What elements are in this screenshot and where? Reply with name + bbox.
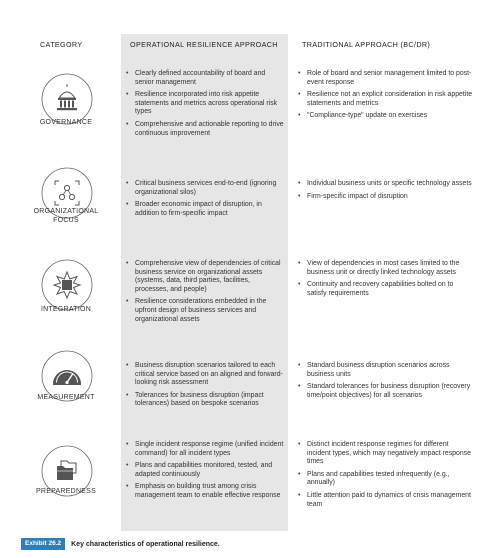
category-label-measurement: MEASUREMENT [37, 394, 95, 401]
organizational-focus-operational-list [124, 180, 284, 222]
list-item: • Broader economic impact of disruption, in addition to firm-specific impact [124, 201, 284, 218]
preparedness-traditional-list [296, 441, 474, 513]
header-traditional: TRADITIONAL APPROACH (BC/DR) [302, 40, 431, 49]
list-item: • Resilience not an explicit consideration in risk appetite statements and metrics [296, 91, 474, 108]
list-item: • Standard business disruption scenarios across business units [296, 362, 474, 379]
category-label-governance: GOVERNANCE [39, 119, 93, 126]
list-item: • Firm-specific impact of disruption [296, 193, 474, 202]
list-item: • Tolerances for business disruption (impact tolerances) based on bespoke scenarios [124, 392, 284, 409]
integration-operational-list [124, 260, 284, 328]
list-item: • Critical business services end-to-end (ignoring organizational silos) [124, 180, 284, 197]
list-item: • Plans and capabilities tested infrequently (e.g., annually) [296, 471, 474, 488]
category-label-integration: INTEGRATION [40, 306, 92, 313]
measurement-operational-list [124, 362, 284, 413]
list-item: • Comprehensive view of dependencies of critical business service on organizational assets (systems, data, third parties, facilities, processes, and people) [124, 260, 284, 294]
list-item: • Plans and capabilities monitored, tested, and adapted continuously [124, 462, 284, 479]
list-item: • Resilience considerations embedded in the upfront design of business services and organizational assets [124, 298, 284, 324]
category-label-preparedness: PREPAREDNESS [35, 488, 97, 495]
exhibit-badge: Exhibit 26.2 [21, 538, 65, 550]
caption-text: Key characteristics of operational resilience. [71, 540, 220, 548]
list-item: • Single incident response regime (unified incident command) for all incident types [124, 441, 284, 458]
list-item: • Resilience incorporated into risk appetite statements and metrics across operational risk types [124, 91, 284, 117]
list-item: • Individual business units or specific technology assets [296, 180, 474, 189]
preparedness-operational-list [124, 441, 284, 505]
list-item: • Role of board and senior management limited to post-event response [296, 70, 474, 87]
list-item: • "Compliance-type" update on exercises [296, 112, 474, 121]
list-item: • Continuity and recovery capabilities bolted on to satisfy requirements [296, 281, 474, 298]
list-item: • Business disruption scenarios tailored to each critical service based on an aligned and forward-looking risk assessment [124, 362, 284, 388]
governance-operational-list [124, 70, 284, 142]
list-item: • Little attention paid to dynamics of crisis management team [296, 492, 474, 509]
puzzle-star-icon [40, 258, 94, 312]
header-operational-resilience: OPERATIONAL RESILIENCE APPROACH [130, 40, 278, 49]
list-item: • Comprehensive and actionable reporting to drive continuous improvement [124, 121, 284, 138]
governance-traditional-list [296, 70, 474, 125]
header-category: CATEGORY [40, 40, 83, 49]
figure-caption [21, 538, 220, 550]
category-label-organizational-focus: ORGANIZATIONAL FOCUS [33, 208, 99, 224]
list-item: • Clearly defined accountability of board and senior management [124, 70, 284, 87]
list-item: • Standard tolerances for business disruption (recovery time/point objectives) for all scenarios [296, 383, 474, 400]
organizational-focus-traditional-list [296, 180, 474, 205]
list-item: • Distinct incident response regimes for different incident types, which may negatively impact response times [296, 441, 474, 467]
list-item: • View of dependencies in most cases limited to the business unit or directly linked technology assets [296, 260, 474, 277]
integration-traditional-list [296, 260, 474, 302]
measurement-traditional-list [296, 362, 474, 404]
list-item: • Emphasis on building trust among crisis management team to enable effective response [124, 483, 284, 500]
